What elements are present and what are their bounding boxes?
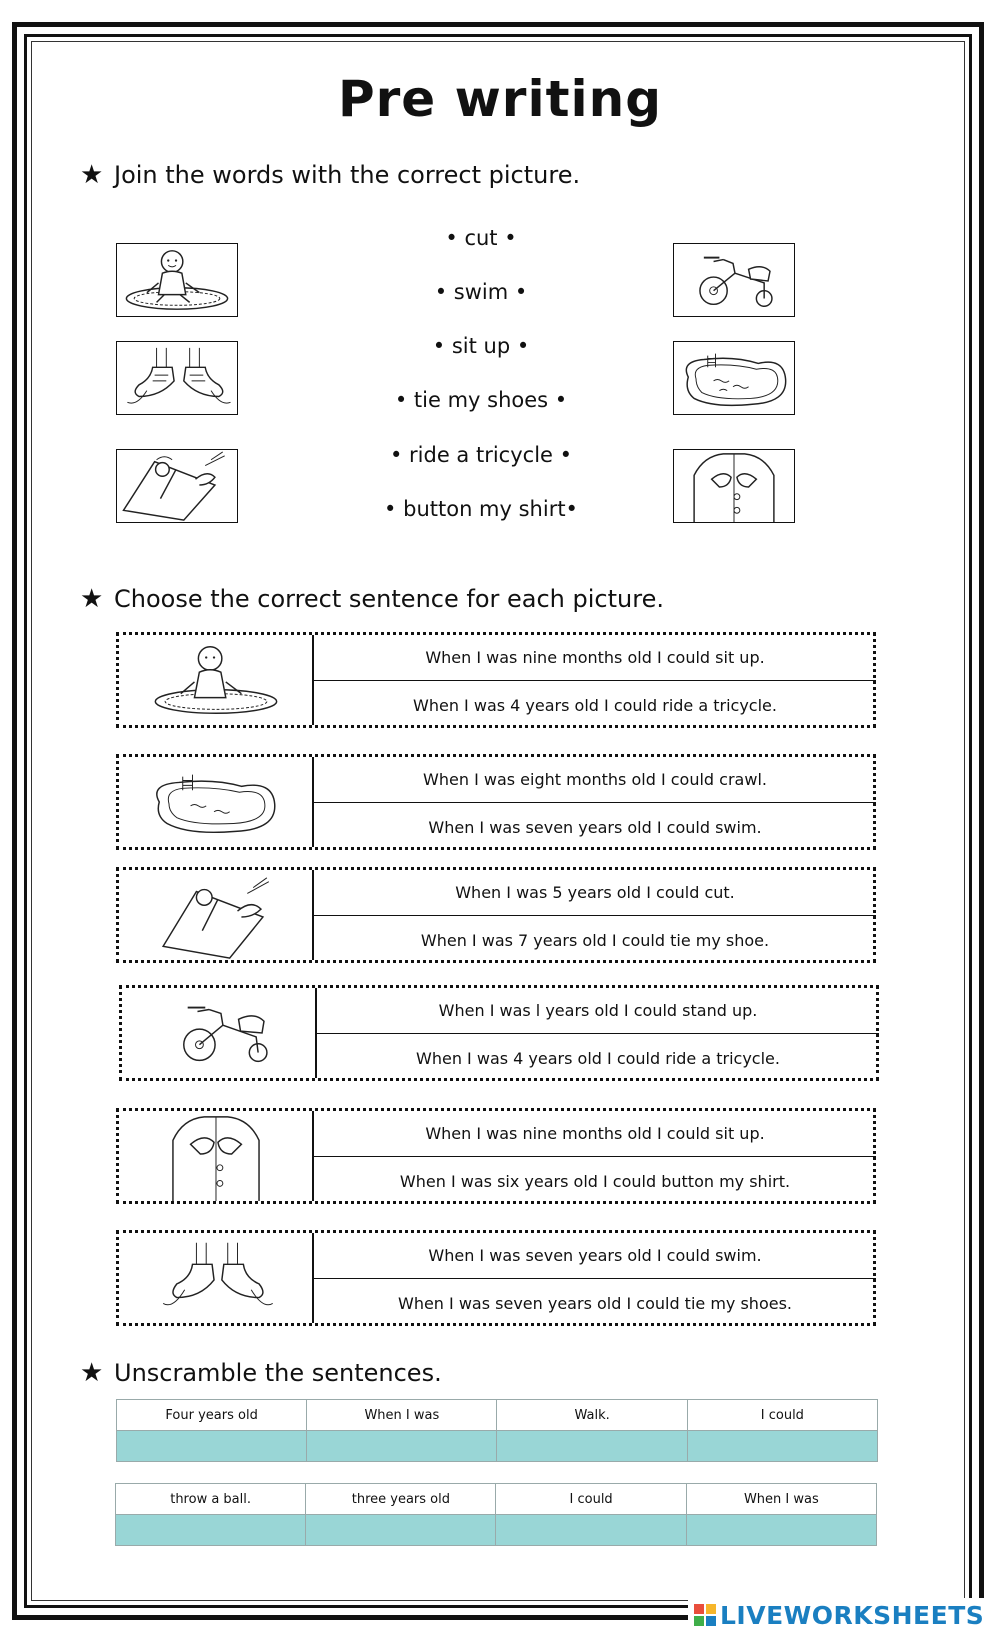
section1-heading-text: Join the words with the correct picture. (114, 161, 581, 189)
section2-heading (80, 584, 664, 614)
sentence-option[interactable]: When I was seven years old I could tie my shoes. (398, 1293, 792, 1313)
choice-picture (119, 635, 314, 725)
sentence-option[interactable]: When I was l years old I could stand up. (317, 988, 879, 1034)
page-title: Pre writing (337, 70, 663, 128)
swimming-pool-icon (674, 342, 794, 414)
choice-item-2 (116, 754, 876, 850)
word-ride-a-tricycle[interactable]: • ride a tricycle • (389, 443, 573, 467)
answer-slot[interactable] (686, 1515, 876, 1546)
word-row (116, 1484, 877, 1515)
answer-slot[interactable] (687, 1431, 877, 1462)
answer-slot[interactable] (116, 1515, 306, 1546)
liveworksheets-logo (688, 1598, 990, 1632)
choice-item-3 (116, 867, 876, 963)
choice-picture (119, 1111, 314, 1201)
word-button-my-shirt[interactable]: • button my shirt• (384, 497, 578, 521)
baby-sitting-icon (119, 635, 312, 725)
left-picture-3[interactable] (116, 449, 238, 523)
scissors-cutting-icon (119, 870, 312, 960)
star-icon: ★ (80, 160, 104, 190)
choice-picture (119, 757, 314, 847)
right-picture-2[interactable] (673, 341, 795, 415)
baby-sitting-icon (117, 244, 237, 316)
choice-picture (119, 870, 314, 960)
tricycle-icon (674, 244, 794, 316)
word-tile[interactable]: I could (687, 1400, 877, 1431)
sentence-option[interactable]: When I was 4 years old I could ride a tricycle. (416, 1048, 780, 1068)
shoes-icon (117, 342, 237, 414)
word-tile[interactable]: When I was (686, 1484, 876, 1515)
word-row (117, 1400, 878, 1431)
shoes-icon (119, 1233, 312, 1323)
shirt-buttoning-icon (674, 450, 794, 522)
word-tie-my-shoes[interactable]: • tie my shoes • (394, 388, 568, 412)
star-icon: ★ (80, 1358, 104, 1388)
word-tile[interactable]: Four years old (117, 1400, 307, 1431)
sentence-option[interactable]: When I was 4 years old I could ride a tricycle. (413, 695, 777, 715)
word-swim[interactable]: • swim • (434, 280, 528, 304)
choice-item-1 (116, 632, 876, 728)
swimming-pool-icon (119, 757, 312, 847)
right-picture-1[interactable] (673, 243, 795, 317)
answer-slot[interactable] (117, 1431, 307, 1462)
shirt-buttoning-icon (119, 1111, 312, 1201)
star-icon: ★ (80, 584, 104, 614)
answer-slot[interactable] (497, 1431, 687, 1462)
section3-heading-text: Unscramble the sentences. (114, 1359, 442, 1387)
word-cut[interactable]: • cut • (445, 226, 517, 250)
sentence-option[interactable]: When I was six years old I could button my shirt. (399, 1171, 791, 1191)
word-tile[interactable]: Walk. (497, 1400, 687, 1431)
choice-picture (119, 1233, 314, 1323)
section1-heading (80, 160, 580, 190)
sentence-option[interactable]: When I was seven years old I could swim. (428, 817, 762, 837)
answer-row (116, 1515, 877, 1546)
right-picture-3[interactable] (673, 449, 795, 523)
sentence-option[interactable]: When I was 7 years old I could tie my shoe. (420, 930, 770, 950)
answer-slot[interactable] (306, 1515, 496, 1546)
sentence-option[interactable]: When I was eight months old I could crawl. (314, 757, 876, 803)
word-tile[interactable]: When I was (307, 1400, 497, 1431)
word-tile[interactable]: throw a ball. (116, 1484, 306, 1515)
scissors-cutting-icon (117, 450, 237, 522)
sentence-option[interactable]: When I was seven years old I could swim. (314, 1233, 876, 1279)
section2-heading-text: Choose the correct sentence for each picture. (114, 585, 664, 613)
logo-text: LIVEWORKSHEETS (720, 1600, 985, 1630)
answer-slot[interactable] (496, 1515, 686, 1546)
left-picture-2[interactable] (116, 341, 238, 415)
logo-icon (694, 1604, 716, 1626)
answer-row (117, 1431, 878, 1462)
unscramble-table-2 (115, 1483, 877, 1546)
left-picture-1[interactable] (116, 243, 238, 317)
choice-item-4 (119, 985, 879, 1081)
word-tile[interactable]: three years old (306, 1484, 496, 1515)
sentence-option[interactable]: When I was 5 years old I could cut. (314, 870, 876, 916)
tricycle-icon (122, 988, 315, 1078)
sentence-option[interactable]: When I was nine months old I could sit up. (314, 1111, 876, 1157)
choice-picture (122, 988, 317, 1078)
answer-slot[interactable] (307, 1431, 497, 1462)
sentence-option[interactable]: When I was nine months old I could sit up. (314, 635, 876, 681)
choice-item-5 (116, 1108, 876, 1204)
word-sit-up[interactable]: • sit up • (432, 334, 530, 358)
word-tile[interactable]: I could (496, 1484, 686, 1515)
unscramble-table-1 (116, 1399, 878, 1462)
section3-heading (80, 1358, 442, 1388)
choice-item-6 (116, 1230, 876, 1326)
